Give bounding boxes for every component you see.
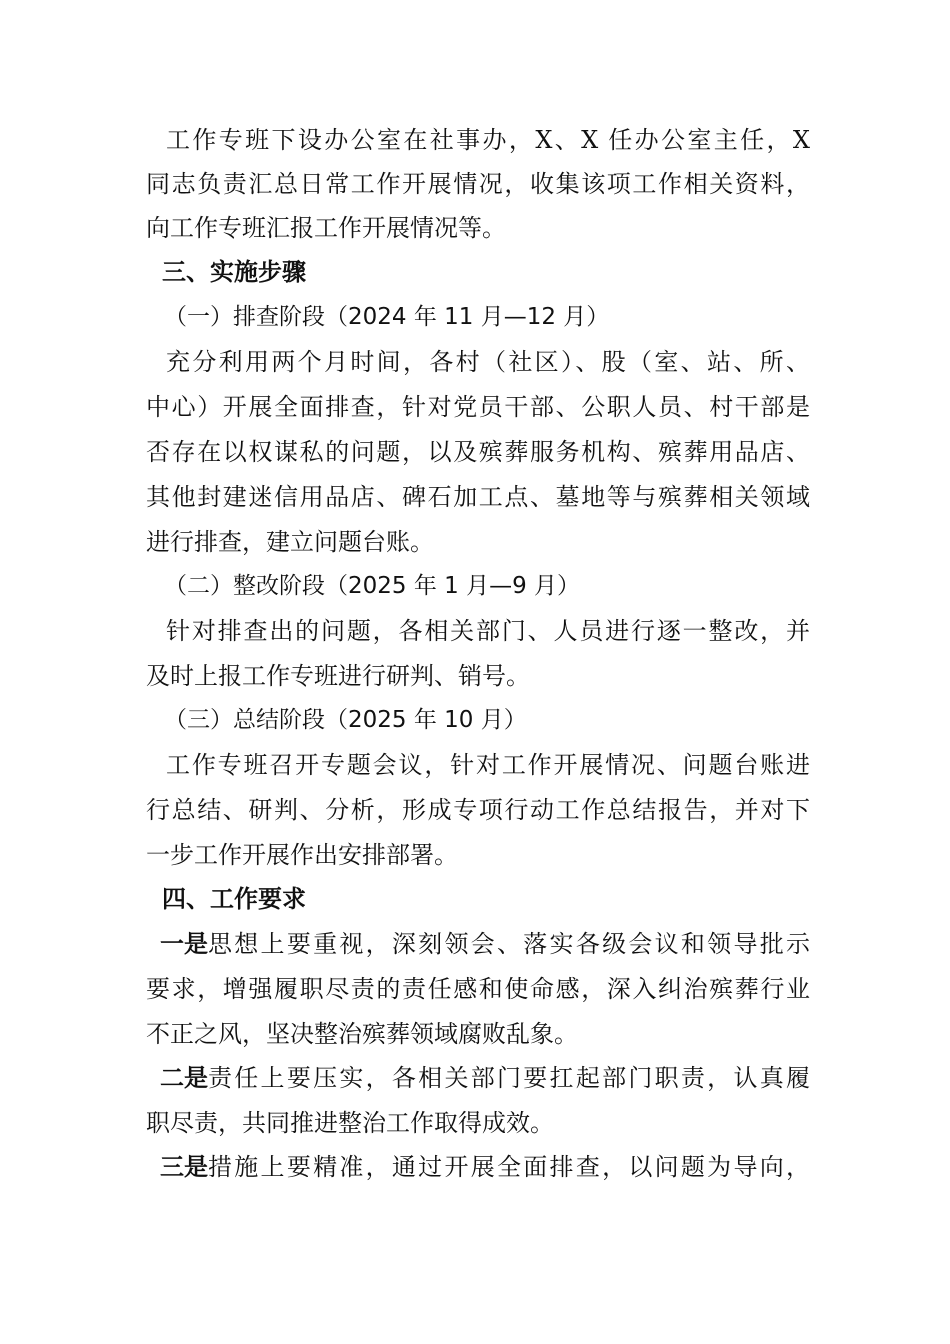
paragraph-line: 其他封建迷信用品店、碑石加工点、墓地等与殡葬相关领域 [146,483,810,511]
paragraph-line: 同志负责汇总日常工作开展情况，收集该项工作相关资料， [146,170,810,198]
paragraph-line: 一步工作开展作出安排部署。 [146,841,458,869]
paragraph-line: 不正之风，坚决整治殡葬领域腐败乱象。 [146,1020,578,1048]
paragraph-line: 向工作专班汇报工作开展情况等。 [146,214,506,242]
paragraph-line: 职尽责，共同推进整治工作取得成效。 [146,1109,554,1137]
paragraph-line: 行总结、研判、分析，形成专项行动工作总结报告，并对下 [146,796,810,824]
requirement-text: 措施上要精准，通过开展全面排查，以问题为导向， [208,1153,810,1181]
paragraph-line: 工作专班召开专题会议，针对工作开展情况、问题台账进 [166,751,810,779]
paragraph-line: 充分利用两个月时间，各村（社区）、股（室、站、所、 [166,348,810,376]
paragraph-line: 否存在以权谋私的问题，以及殡葬服务机构、殡葬用品店、 [146,438,810,466]
requirement-text: 思想上要重视，深刻领会、落实各级会议和领导批示 [208,930,810,958]
section-heading: 四、工作要求 [162,885,306,913]
requirement-line [160,1058,810,1098]
requirement-lead: 一是 [160,930,208,958]
subsection-heading: （二）整改阶段（2025 年 1 月—9 月） [164,573,581,599]
subsection-heading: （三）总结阶段（2025 年 10 月） [164,707,527,733]
paragraph-line: 进行排查，建立问题台账。 [146,528,434,556]
requirement-text: 责任上要压实，各相关部门要扛起部门职责，认真履 [208,1064,810,1092]
paragraph-line: 工作专班下设办公室在社事办，X、X 任办公室主任，X [166,126,810,154]
requirement-line [160,1147,810,1187]
paragraph-line: 要求，增强履职尽责的责任感和使命感，深入纠治殡葬行业 [146,975,810,1003]
requirement-line [160,924,810,964]
paragraph-line: 针对排查出的问题，各相关部门、人员进行逐一整改，并 [166,617,810,645]
requirement-lead: 三是 [160,1153,208,1181]
requirement-lead: 二是 [160,1064,208,1092]
section-heading: 三、实施步骤 [162,258,306,286]
paragraph-line: 中心）开展全面排查，针对党员干部、公职人员、村干部是 [146,393,810,421]
subsection-heading: （一）排查阶段（2024 年 11 月—12 月） [164,304,610,330]
paragraph-line: 及时上报工作专班进行研判、销号。 [146,662,530,690]
